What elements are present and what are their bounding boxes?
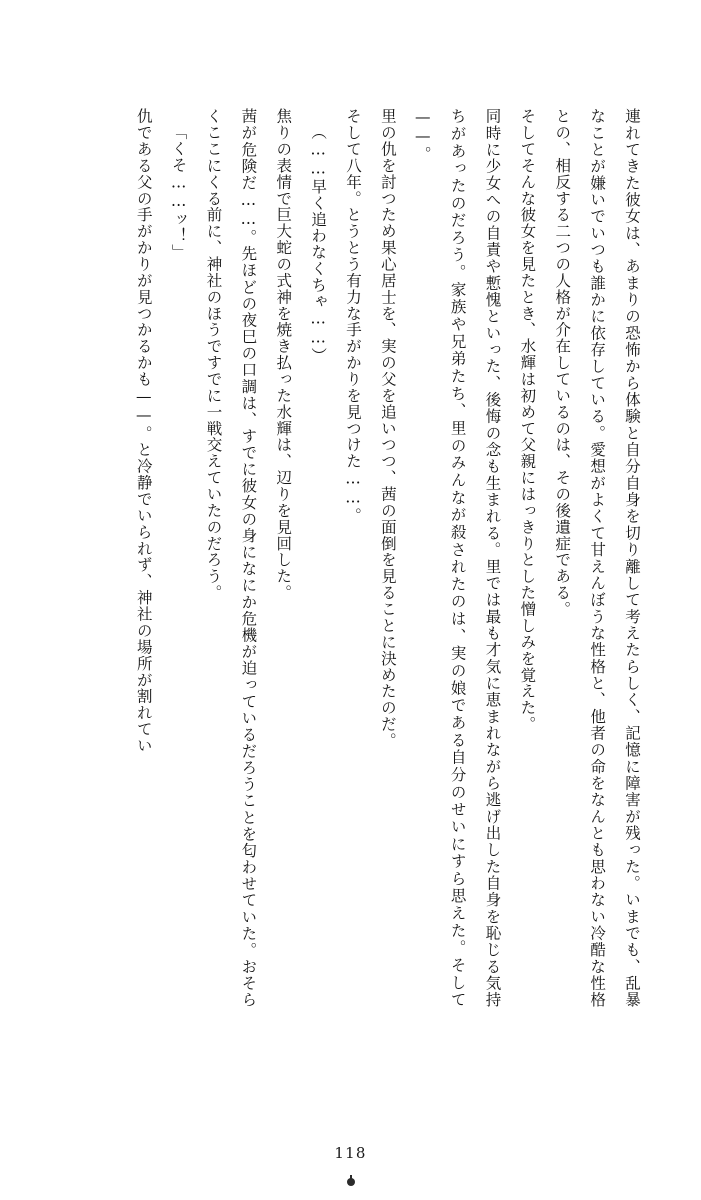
paragraph: 「くそ……ッ！」 [169,123,188,260]
paragraph: 里の仇を討つため果心居士を、実の父を追いつつ、茜の面倒を見ることに決めたのだ。 [378,108,397,749]
paragraph: （……早く追わなくちゃ……） [309,123,328,364]
paragraph: 焦りの表情で巨大蛇の式神を焼き払った水輝は、辺りを見回した。 [274,108,293,601]
paragraph: 仇である父の手がかりが見つかるかも——。と冷静でいられず、神社の場所が割れてい [134,108,153,754]
paragraph: 茜が危険だ……。先ほどの夜巳の口調は、すでに彼女の身になにか危機が迫っているだろうことを匂わせていた。おそらくここにくる前に、神社のほうですでに一戦交えていたのだろう。 [204,108,258,1008]
body-text-vertical [89,108,649,1008]
paragraph: そしてそんな彼女を見たとき、水輝は初めて父親にはっきりとした憎しみを覚えた。 [518,108,537,733]
paragraph: そして八年。とうとう有力な手がかりを見つけた……。 [344,108,362,524]
paragraph: 同時に少女への自責や慙愧といった、後悔の念も生まれる。里では最も才気に恵まれながら逃げ出した自身を恥じる気持ちがあったのだろう。家族や兄弟たち、里のみんなが殺されたのは、実の娘である自分のせいにすら思えた。そして——。 [413,108,502,1008]
page-footer-ornament-icon [347,1178,355,1186]
page-number: 118 [334,1144,367,1162]
paragraph: 連れてきた彼女は、あまりの恐怖から体験と自分自身を切り離して考えたらしく、記憶に障害が残った。いまでも、乱暴なことが嫌いでいつも誰かに依存している。愛想がよくて甘えんぼうな性格と、他者の命をなんとも思わない冷酷な性格との、相反する二つの人格が介在しているのは、その後遺症である。 [553,108,641,1008]
